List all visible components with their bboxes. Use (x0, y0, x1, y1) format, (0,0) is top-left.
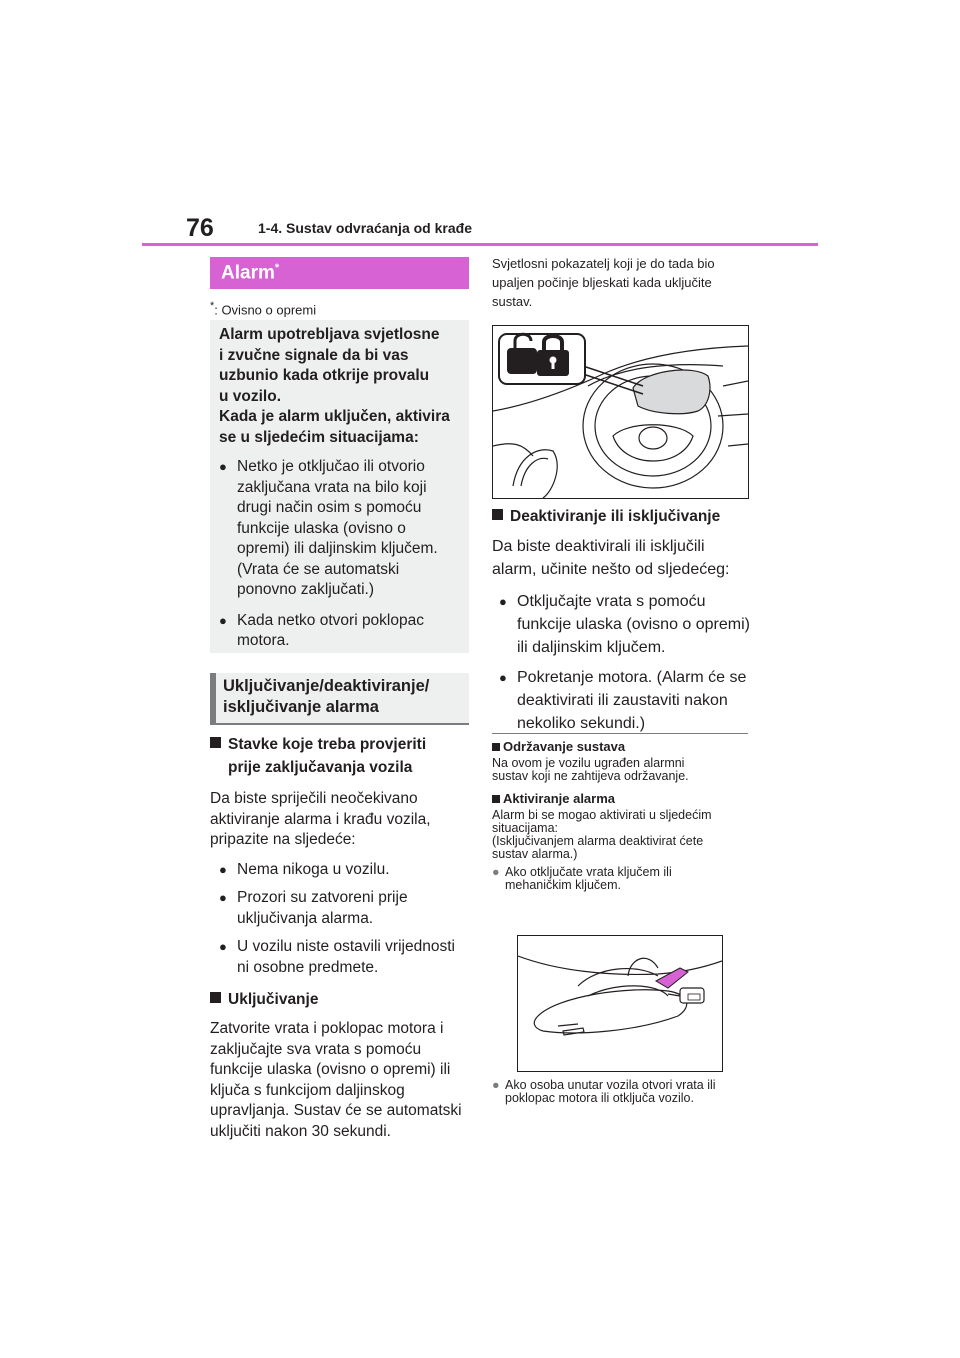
dashboard-drawing (493, 326, 748, 498)
body-line: alarm, učinite nešto od sljedećeg: (492, 561, 730, 578)
list-line: funkcije ulaska (ovisno o opremi) (517, 616, 750, 633)
list-line: nekoliko sekundi.) (517, 715, 646, 732)
list-line: uključivanja alarma. (237, 909, 374, 927)
list-item (492, 1079, 754, 1105)
list-line: zaključana vrata na bilo koji (237, 478, 427, 496)
list-item (219, 611, 464, 652)
footnote-mark: * (210, 300, 215, 312)
header-rule (142, 243, 818, 246)
list-line: motora. (237, 632, 290, 649)
body-line: aktiviranje alarma i krađu vozila, (210, 810, 431, 828)
subheading-maintenance (492, 739, 754, 754)
bullet-icon: ● (219, 890, 227, 905)
bullet-icon: ● (219, 459, 227, 474)
list-line: Kada netko otvori poklopac (237, 611, 424, 629)
alarm-heading (210, 257, 469, 289)
maintenance-text (492, 757, 754, 783)
body-line: Svjetlosni pokazatelj koji je do tada bio (492, 256, 715, 271)
body-line: Da biste deaktivirali ili isključili (492, 538, 705, 555)
subheading-check (210, 733, 469, 779)
body-line: situacijama: (492, 821, 558, 835)
alarm-heading-mark: * (274, 262, 280, 274)
intro-bullets (219, 457, 464, 652)
square-bullet-icon (210, 992, 221, 1003)
divider (492, 733, 748, 734)
body-line: upaljen počinje bljeskati kada uključite (492, 275, 712, 290)
section-heading (210, 673, 469, 725)
intro-line: u vozilo. (219, 387, 281, 405)
deactivate-text (492, 535, 752, 581)
bullet-icon: ● (219, 861, 227, 877)
intro-line: uzbunio kada otkrije provalu (219, 367, 430, 384)
subheading-text: Održavanje sustava (503, 739, 626, 754)
body-line: sustav. (492, 294, 533, 309)
list-line: Ako osoba unutar vozila otvori vrata ili (505, 1078, 716, 1092)
alarm-heading-text: Alarm (221, 262, 275, 284)
square-bullet-icon (492, 795, 500, 803)
list-line: Prozori su zatvoreni prije (237, 889, 408, 906)
footnote-text: : Ovisno o opremi (214, 302, 317, 318)
notes-section (492, 739, 754, 892)
left-body (210, 733, 469, 1142)
list-line: poklopac motora ili otključa vozilo. (505, 1091, 694, 1105)
list-line: funkcije ulaska (ovisno o (237, 519, 406, 537)
body-line: ključa s funkcijom daljinskog (210, 1081, 405, 1099)
subheading-text: Uključivanje (228, 991, 319, 1008)
dashboard-illustration (492, 325, 749, 499)
subheading-text: Deaktiviranje ili isključivanje (510, 508, 721, 525)
list-line: ponovno zaključati.) (237, 581, 374, 598)
body-line: Alarm bi se mogao aktivirati u sljedećim (492, 808, 712, 822)
trigger-text (492, 809, 754, 861)
square-bullet-icon (492, 509, 503, 520)
body-line: Na ovom je vozilu ugrađen alarmni (492, 756, 685, 770)
list-line: deaktivirati ili zaustaviti nakon (517, 692, 728, 709)
intro-line: Alarm upotrebljava svjetlosne (219, 326, 440, 343)
intro-line: se u sljedećim situacijama: (219, 428, 419, 446)
list-line: Pokretanje motora. (Alarm će se (517, 669, 747, 686)
list-item (219, 888, 469, 929)
body-line: zaključajte sva vrata s pomoću (210, 1040, 422, 1058)
section-heading-line: isključivanje alarma (223, 698, 379, 716)
body-line: sustav koji ne zahtijeva održavanje. (492, 769, 689, 783)
indicator-text (492, 254, 752, 311)
subheading-trigger (492, 791, 754, 806)
door-handle-drawing (518, 936, 722, 1071)
bullet-icon: ● (492, 865, 500, 879)
list-item (492, 866, 754, 892)
list-line: drugi način osim s pomoću (237, 499, 422, 516)
door-handle-illustration (517, 935, 723, 1072)
list-item (499, 666, 752, 735)
body-line: uključiti nakon 30 sekundi. (210, 1122, 391, 1140)
list-line: U vozilu niste ostavili vrijednosti (237, 938, 455, 955)
deactivate-bullets (492, 590, 752, 735)
list-line: Netko je otključao ili otvorio (237, 458, 425, 475)
deactivate-section (492, 505, 752, 735)
body-line: Zatvorite vrata i poklopac motora i (210, 1020, 444, 1037)
body-line: pripazite na sljedeće: (210, 831, 356, 848)
body-line: sustav alarma.) (492, 847, 578, 861)
intro-text (219, 325, 464, 448)
list-line: ni osobne predmete. (237, 958, 379, 976)
intro-line: i zvučne signale da bi vas (219, 346, 409, 364)
check-intro (210, 789, 469, 851)
square-bullet-icon (210, 737, 221, 748)
list-line: opremi) ili daljinskim ključem. (237, 540, 438, 557)
check-bullets (210, 860, 469, 979)
subheading-text: Aktiviranje alarma (503, 791, 616, 806)
subheading-line: Stavke koje treba provjeriti (228, 736, 427, 753)
list-line: mehaničkim ključem. (505, 878, 622, 892)
list-line: ili daljinskim ključem. (517, 639, 666, 656)
list-line: (Vrata će se automatski (237, 560, 400, 578)
body-line: (Isključivanjem alarma deaktivirat ćete (492, 834, 704, 848)
list-item (219, 937, 469, 978)
body-line: upravljanja. Sustav će se automatski (210, 1102, 462, 1119)
bullet-icon: ● (219, 939, 227, 954)
body-line: Da biste spriječili neočekivano (210, 790, 418, 807)
section-heading-line: Uključivanje/deaktiviranje/ (223, 677, 430, 695)
list-line: Nema nikoga u vozilu. (237, 860, 390, 878)
page-number: 76 (186, 214, 214, 242)
bullet-icon: ● (499, 594, 507, 609)
body-line: funkcije ulaska (ovisno o opremi) ili (210, 1061, 451, 1078)
list-line: Ako otključate vrata ključem ili (505, 865, 672, 879)
list-line: Otključajte vrata s pomoću (517, 593, 706, 610)
list-item (219, 457, 464, 601)
footnote (210, 300, 316, 317)
bullet-icon: ● (492, 1078, 500, 1092)
intro-line: Kada je alarm uključen, aktivira (219, 408, 450, 425)
square-bullet-icon (492, 743, 500, 751)
list-item (499, 590, 752, 659)
subheading-enable (210, 988, 469, 1011)
list-item (219, 860, 469, 881)
subheading-deactivate (492, 505, 752, 528)
enable-text (210, 1019, 469, 1142)
subheading-line: prije zaključavanja vozila (228, 759, 413, 776)
section-title: 1-4. Sustav odvraćanja od krađe (258, 220, 472, 236)
bullet-icon: ● (499, 670, 507, 685)
bullet-icon: ● (219, 612, 227, 628)
